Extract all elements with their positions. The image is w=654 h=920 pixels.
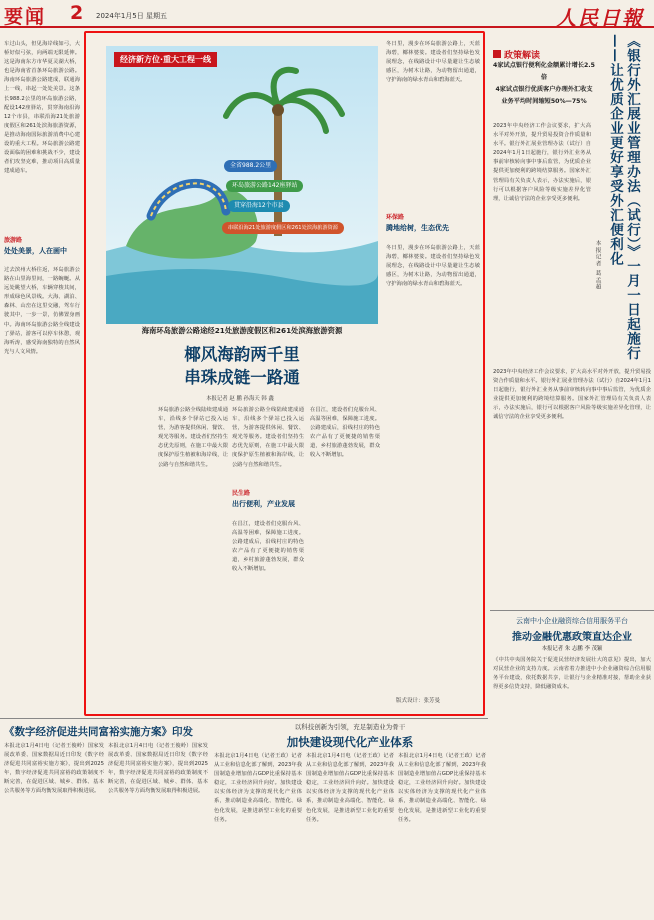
digital-economy-body-a: 本报北京1月4日电（记者王俊岭）国家发展改革委、国家数据局近日印发《数字经济促进共同富裕实施方案》，提出到2025年，数字经济促进共同富裕的政策制度不断完善，在促进区域、城乡、群体、基本公共服务等方面均衡发展取得积极进展。: [4, 743, 104, 795]
article-body-col3b: 在昌江，建设者们克服台风、高温等困难，保障施工进度。公路建成后，沿线村庄的特色农产品有了更便捷的销售渠道，乡村旅游蓬勃发展，群众收入不断增加。: [310, 407, 380, 459]
article-body-col4b: 冬日里，漫步在环岛旅游公路上，天蓝海碧，椰林婆娑。建设者们坚持绿色发展理念，在线路设计中尽量避让生态敏感区，为树木让路，为动物留出通道，守护海南的绿水青山和碧海蓝天。: [386, 245, 480, 288]
article-body-col2b: 环岛旅游公路全线陆续建成通车，沿线多个驿站已投入运营，为游客提供休闲、餐饮、观光等服务。建设者们坚持生态优先原则，在施工中最大限度保护原生植被和海岸线，让公路与自然和谐共生。: [158, 407, 228, 468]
banner-series-title: 经济新方位·重大工程一线: [114, 52, 217, 67]
stat-counties: 贯穿沿海12个市县: [228, 200, 290, 212]
subsection-heading: 出行便利，产业发展: [232, 500, 295, 508]
policy-vertical-headline: 《银行外汇展业管理办法（试行）》一月一日起施行——让优质企业更好享受外汇便利化: [607, 34, 640, 361]
policy-highlights: [493, 60, 595, 118]
headline-line1: 椰风海韵两千里: [184, 345, 300, 364]
highlight-2: 4家试点银行优质客户办理外汇收支业务平均时间缩短50%—75%: [495, 86, 593, 105]
industry-headline: 加快建设现代化产业体系: [286, 735, 414, 749]
industry-body-b: 本报北京1月4日电（记者王政）记者从工业和信息化部了解到，2023年我国制造业增加值占GDP比重保持基本稳定，工业经济回升向好。加快建设以实体经济为支撑的现代化产业体系，推动制造业高端化、智能化、绿色化发展，是推进新型工业化的重要任务。: [306, 753, 394, 823]
industry-kicker: 以科技创新为引领，充足制造业为骨干: [294, 723, 406, 731]
stat-stations: 环岛旅游公路142座驿站: [226, 180, 303, 192]
feature-banner: [106, 46, 378, 324]
stat-total-length: 全省988.2公里: [224, 160, 277, 172]
subsection-travel: [4, 235, 80, 265]
issue-date: 2024年1月5日 星期五: [96, 12, 167, 20]
policy-tag-label: 政策解读: [504, 51, 541, 61]
yunnan-headline: 推动金融优惠政策直达企业: [512, 632, 632, 643]
subsection-tag: 旅游路: [4, 237, 23, 244]
stat-resources: 串联沿海21处旅游度假区和261处滨海旅游资源: [222, 222, 344, 234]
article-body-col2: 环岛旅游公路全线陆续建成通车，沿线多个驿站已投入运营，为游客提供休闲、餐饮、观光等服务。建设者们坚持生态优先原则，在施工中最大限度保护原生植被和海岸线，让公路与自然和谐共生。: [232, 407, 304, 468]
digital-economy-body-b: 本报北京1月4日电（记者王俊岭）国家发展改革委、国家数据局近日印发《数字经济促进共同富裕实施方案》，提出到2025年，数字经济促进共同富裕的政策制度不断完善，在促进区域、城乡、群体、基本公共服务等方面均衡发展取得积极进展。: [108, 743, 208, 795]
article-byline: 本报记者 赵 鹏 孙海天 韩 鑫: [206, 396, 274, 402]
article-headline: [106, 343, 378, 389]
policy-body-b: 2023年中央经济工作会议要求，扩大高水平对外开放，提升贸易投资合作质量和水平。银行外汇展业管理办法（试行）自2024年1月1日起施行，银行外汇业务从事前审核转向事中事后监管，为优质企业提供更加便利的跨境结算服务。国家外汇管理局有关负责人表示，办法实施后，银行可以根据客户风险等级实施差异化管理，让诚信守法的企业享受更多便利。: [493, 369, 651, 421]
yunnan-body: 《中共中央国务院关于促进民营经济发展壮大的意见》提出，加大对民营企业的支持力度。云南省着力推进中小企业融资综合信用服务平台建设，依托数据共享，让银行与企业精准对接，帮助企业获得更多信贷支持，降低融资成本。: [493, 657, 651, 691]
section-divider: [490, 610, 654, 611]
article-body-col1b: 过去滨州大桥往返，环岛旅游公路在山里海里间，一路蜿蜒。从远处眺望大桥，车辆穿梭其间，形成绿色风景线。大海、湖泊、森林、山峦在这里交融，驾车行驶其中，一步一景，仿佛置身画中。海南环岛旅游公路全线建设了驿站，游客可以停车休憩，观海听涛，感受海南独特的自然风光与人文风情。: [4, 267, 80, 355]
yunnan-subtitle: 云南中小企业融资综合信用服务平台: [516, 617, 628, 625]
section-name: 要闻: [4, 6, 47, 28]
industry-body-a: 本报北京1月4日电（记者王政）记者从工业和信息化部了解到，2023年我国制造业增加值占GDP比重保持基本稳定，工业经济回升向好。加快建设以实体经济为支撑的现代化产业体系，推动制造业高端化、智能化、绿色化发展，是推进新型工业化的重要任务。: [214, 753, 302, 823]
banner-caption: 海南环岛旅游公路途经21处旅游度假区和261处滨海旅游资源: [141, 326, 343, 335]
highlight-1: 4家试点银行便利化金额累计增长2.5倍: [493, 62, 595, 81]
yunnan-byline: 本报记者 朱 志鹏 李 茂颖: [541, 646, 603, 652]
headline-line2: 串珠成链一路通: [184, 368, 300, 387]
policy-byline: 本报记者 葛孟超: [594, 240, 600, 291]
subsection-tag: 环保路: [386, 214, 405, 221]
page-number: 2: [70, 2, 84, 24]
article-body-col3: 在昌江，建设者们克服台风、高温等困难，保障施工进度。公路建成后，沿线村庄的特色农产品有了更便捷的销售渠道，乡村旅游蓬勃发展，群众收入不断增加。: [232, 521, 304, 573]
subsection-heading: 腾地给树，生态优先: [386, 224, 449, 232]
subsection-livelihood: [232, 488, 304, 518]
article-body-col1: 车过山头，但见海岸线如弓，大桥好似弓弦，向两端无限延伸。这是海南东方市华夏灵湖大桥，也是海南省首条环岛旅游公路。海南环岛旅游公路建成，联通海上一线，串起一处处美景。这条长988.2公里的环岛旅游公路，配设142座驿站，贯穿海南沿海12个市县，串联沿海21处旅游度假区和261处滨海旅游资源，是推动海南国际旅游消费中心建设的重大工程。环岛旅游公路建设面临的困难和挑战不少，建设者们攻坚克难，推动项目高质量建成通车。: [4, 41, 80, 175]
article-body-col4: 冬日里，漫步在环岛旅游公路上，天蓝海碧，椰林婆娑。建设者们坚持绿色发展理念，在线路设计中尽量避让生态敏感区，为树木让路，为动物留出通道，守护海南的绿水青山和碧海蓝天。: [386, 41, 480, 84]
subsection-tag: 民生路: [232, 490, 251, 497]
subsection-ecology: [386, 212, 480, 242]
bottom-divider: [0, 718, 488, 719]
policy-body-a: 2023年中央经济工作会议要求，扩大高水平对外开放，提升贸易投资合作质量和水平。银行外汇展业管理办法（试行）自2024年1月1日起施行，银行外汇业务从事前审核转向事中事后监管，为优质企业提供更加便利的跨境结算服务。国家外汇管理局有关负责人表示，办法实施后，银行可以根据客户风险等级实施差异化管理，让诚信守法的企业享受更多便利。: [493, 123, 591, 202]
design-credit: 版式设计：张芳曼: [396, 698, 441, 704]
newspaper-logo: 人民日報: [556, 6, 644, 30]
subsection-heading: 处处美景，人在画中: [4, 247, 67, 255]
industry-body-c: 本报北京1月4日电（记者王政）记者从工业和信息化部了解到，2023年我国制造业增加值占GDP比重保持基本稳定，工业经济回升向好。加快建设以实体经济为支撑的现代化产业体系，推动制造业高端化、智能化、绿色化发展，是推进新型工业化的重要任务。: [398, 753, 486, 823]
digital-economy-headline: 《数字经济促进共同富裕实施方案》印发: [4, 726, 193, 738]
masthead: [0, 0, 654, 28]
tag-square-icon: [493, 50, 501, 58]
